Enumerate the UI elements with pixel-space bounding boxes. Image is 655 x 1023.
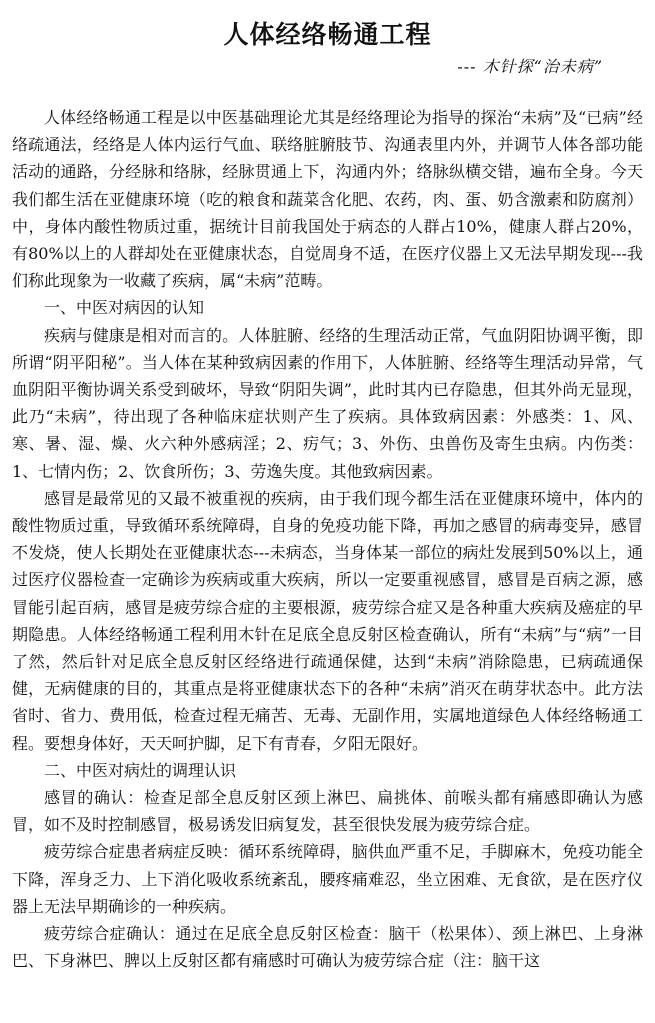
body-paragraph: 疲劳综合症确认：通过在足底全息反射区检查：脑干（松果体）、颈上淋巴、上身淋巴、下身淋巴、脾以上反射区都有痛感时可确认为疲劳综合症（注：脑干这 <box>12 924 643 971</box>
body-paragraph: 感冒的确认：检查足部全息反射区颈上淋巴、扁挑体、前喉头都有痛感即确认为感冒，如不及时控制感冒，极易诱发旧病复发，甚至很快发展为疲劳综合症。 <box>12 788 643 835</box>
body-paragraph: 疲劳综合症患者病症反映：循环系统障碍，脑供血严重不足，手脚麻木，免疫功能全下降，浑身乏力、上下消化吸收系统紊乱，腰疼痛难忍，坐立困难、无食欲，是在医疗仪器上无法早期确诊的一种疾病。 <box>12 842 643 916</box>
page-subtitle: --- 木针探“治未病” <box>457 57 603 76</box>
section-heading-2: 二、中医对病灶的调理认识 <box>44 760 237 780</box>
body-paragraph: 疾病与健康是相对而言的。人体脏腑、经络的生理活动正常，气血阴阳协调平衡，即所谓“阴平阳秘”。当人体在某种致病因素的作用下，人体脏腑、经络等生理活动异常，气血阴阳平衡协调关系受到破坏，导致“阴阳失调”，此时其内已存隐患，但其外尚无显现，此乃“未病”，待出现了各种临床症状则产生了疾病。具体致病因素：外感类：1、风、寒、暑、湿、燥、火六种外感病淫；2、疠气；3、外伤、虫兽伤及寄生虫病。内伤类：1、七情内伤；2、饮食所伤；3、劳逸失度。其他致病因素。 <box>12 325 643 481</box>
document-page <box>12 18 643 975</box>
intro-paragraph: 人体经络畅通工程是以中医基础理论尤其是经络理论为指导的探治“未病”及“已病”经络疏通法，经络是人体内运行气血、联络脏腑肢节、沟通表里内外，并调节人体各部功能活动的通路，分经脉和络脉，经脉贯通上下，沟通内外；络脉纵横交错，遍布全身。今天我们都生活在亚健康环境（吃的粮食和蔬菜含化肥、农药，肉、蛋、奶含激素和防腐剂）中，身体内酸性物质过重，据统计目前我国处于病态的人群占10%，健康人群占20%，有80%以上的人群却处在亚健康状态，自觉周身不适，在医疗仪器上又无法早期发现---我们称此现象为一收藏了疾病，属“未病”范畴。 <box>12 108 643 291</box>
body-paragraph: 感冒是最常见的又最不被重视的疾病，由于我们现今都生活在亚健康环境中，体内的酸性物质过重，导致循环系统障碍，自身的免疫功能下降，再加之感冒的病毒变异，感冒不发烧，使人长期处在亚健康状态---未病态，当身体某一部位的病灶发展到50%以上，通过医疗仪器检查一定确诊为疾病或重大疾病，所以一定要重视感冒，感冒是百病之源，感冒能引起百病，感冒是疲劳综合症的主要根源，疲劳综合症又是各种重大疾病及癌症的早期隐患。人体经络畅通工程利用木针在足底全息反射区检查确认，所有“未病”与“病”一目了然，然后针对足底全息反射区经络进行疏通保健，达到“未病”消除隐患，已病疏通保健，无病健康的目的，其重点是将亚健康状态下的各种“未病”消灭在萌芽状态中。此方法省时、省力、费用低，检查过程无痛苦、无毒、无副作用，实属地道绿色人体经络畅通工程。要想身体好，天天呵护脚，足下有青春，夕阳无限好。 <box>12 488 643 753</box>
page-title: 人体经络畅通工程 <box>223 20 432 49</box>
section-heading-1: 一、中医对病因的认知 <box>44 298 205 318</box>
